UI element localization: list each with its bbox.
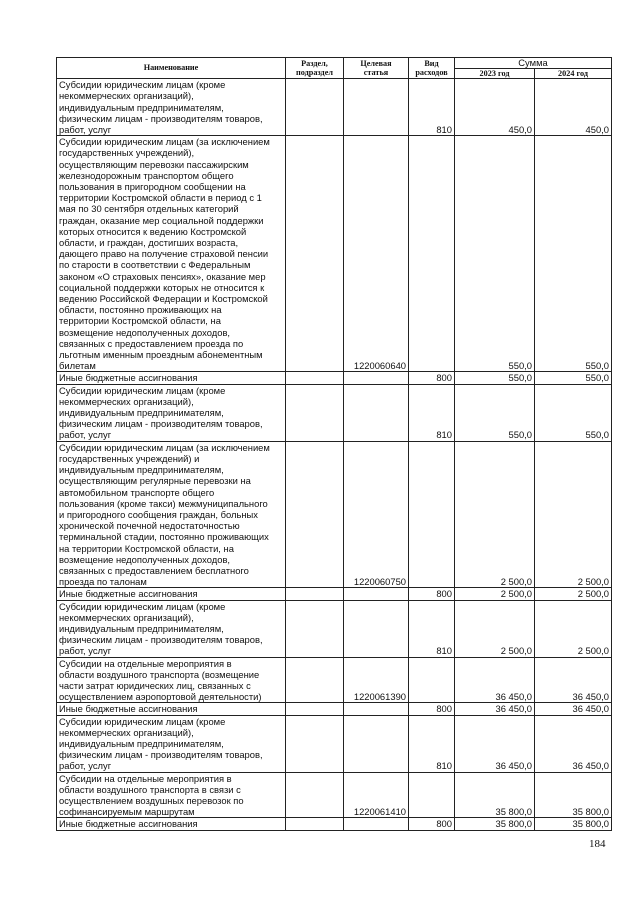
row-sum-2023: 550,0 <box>455 372 535 384</box>
row-sum-2023: 36 450,0 <box>455 715 535 772</box>
row-section <box>286 136 344 372</box>
row-target: 1220060750 <box>344 441 409 588</box>
row-type: 810 <box>409 384 455 441</box>
row-type: 800 <box>409 818 455 830</box>
row-type <box>409 136 455 372</box>
table-row <box>57 600 612 657</box>
table-row <box>57 79 612 136</box>
row-type <box>409 772 455 818</box>
row-name: Субсидии на отдельные мероприятия в области воздушного транспорта в связи с осуществлением воздушных перевозок по софинансируемым маршрутам <box>57 772 286 818</box>
header-year-2023: 2023 год <box>455 68 535 79</box>
row-target <box>344 79 409 136</box>
row-sum-2023: 2 500,0 <box>455 600 535 657</box>
row-sum-2024: 550,0 <box>535 384 612 441</box>
row-sum-2024: 35 800,0 <box>535 772 612 818</box>
row-target <box>344 818 409 830</box>
page-number: 184 <box>589 838 606 850</box>
row-sum-2024: 2 500,0 <box>535 588 612 600</box>
row-sum-2024: 35 800,0 <box>535 818 612 830</box>
row-sum-2024: 36 450,0 <box>535 657 612 703</box>
row-section <box>286 588 344 600</box>
row-section <box>286 79 344 136</box>
header-type: Вид расходов <box>409 58 455 79</box>
row-name: Иные бюджетные ассигнования <box>57 372 286 384</box>
row-name: Субсидии юридическим лицам (кроме некоммерческих организаций), индивидуальным предпринимателям, физическим лицам - производителям товаров, работ, услуг <box>57 715 286 772</box>
row-section <box>286 818 344 830</box>
row-target <box>344 384 409 441</box>
row-section <box>286 384 344 441</box>
table-row <box>57 588 612 600</box>
row-name: Субсидии юридическим лицам (кроме некоммерческих организаций), индивидуальным предпринимателям, физическим лицам - производителям товаров, работ, услуг <box>57 384 286 441</box>
row-name: Субсидии юридическим лицам (кроме некоммерческих организаций), индивидуальным предпринимателям, физическим лицам - производителям товаров, работ, услуг <box>57 79 286 136</box>
row-sum-2023: 36 450,0 <box>455 703 535 715</box>
row-sum-2024: 36 450,0 <box>535 715 612 772</box>
row-type: 810 <box>409 79 455 136</box>
row-sum-2024: 550,0 <box>535 372 612 384</box>
header-sum: Сумма <box>455 58 612 69</box>
table-row <box>57 657 612 703</box>
header-target: Целевая статья <box>344 58 409 79</box>
table-row <box>57 136 612 372</box>
row-section <box>286 372 344 384</box>
row-type: 800 <box>409 372 455 384</box>
row-target: 1220061410 <box>344 772 409 818</box>
row-section <box>286 715 344 772</box>
budget-table <box>56 57 612 831</box>
row-type: 810 <box>409 715 455 772</box>
table-row <box>57 818 612 830</box>
table-row <box>57 441 612 588</box>
row-section <box>286 441 344 588</box>
row-name: Иные бюджетные ассигнования <box>57 818 286 830</box>
row-name: Иные бюджетные ассигнования <box>57 588 286 600</box>
row-sum-2023: 450,0 <box>455 79 535 136</box>
row-sum-2023: 550,0 <box>455 384 535 441</box>
row-type: 810 <box>409 600 455 657</box>
row-sum-2023: 2 500,0 <box>455 588 535 600</box>
row-sum-2024: 2 500,0 <box>535 441 612 588</box>
row-sum-2024: 550,0 <box>535 136 612 372</box>
table-row <box>57 703 612 715</box>
row-type <box>409 441 455 588</box>
row-sum-2023: 2 500,0 <box>455 441 535 588</box>
header-section: Раздел, подраздел <box>286 58 344 79</box>
row-section <box>286 657 344 703</box>
row-sum-2024: 450,0 <box>535 79 612 136</box>
row-target: 1220061390 <box>344 657 409 703</box>
row-type: 800 <box>409 703 455 715</box>
row-name: Субсидии юридическим лицам (за исключением государственных учреждений), осуществляющим перевозки пассажирским железнодорожным транспортом общего пользования в пригородном сообщении на территории Костромской области в период с 1 мая по 30 сентября отдельных категорий граждан, оказание мер социальной поддержки которых относится к ведению Костромской области, и граждан, достигших возраста, дающего право на получение страховой пенсии по старости в соответствии с Федеральным законом «О страховых пенсиях», оказание мер социальной поддержки которых не относится к ведению Российской Федерации и Костромской области, постоянно проживающих на территории Костромской области, на возмещение недополученных доходов, связанных с предоставлением проезда по льготным именным проездным абонементным билетам <box>57 136 286 372</box>
row-sum-2023: 550,0 <box>455 136 535 372</box>
row-type: 800 <box>409 588 455 600</box>
row-type <box>409 657 455 703</box>
header-year-2024: 2024 год <box>535 68 612 79</box>
row-target <box>344 588 409 600</box>
row-name: Субсидии на отдельные мероприятия в области воздушного транспорта (возмещение части затрат юридических лиц, связанных с осуществлением аэропортовой деятельности) <box>57 657 286 703</box>
row-sum-2023: 35 800,0 <box>455 818 535 830</box>
row-name: Субсидии юридическим лицам (за исключением государственных учреждений) и индивидуальным предпринимателям, осуществляющим регулярные перевозки на автомобильном транспорте общего пользования (кроме такси) межмуниципального и пригородного сообщения граждан, больных хронической почечной недостаточностью терминальной стадии, постоянно проживающих на территории Костромской области, на возмещение недополученных доходов, связанных с предоставлением бесплатного проезда по талонам <box>57 441 286 588</box>
row-sum-2023: 36 450,0 <box>455 657 535 703</box>
row-sum-2024: 2 500,0 <box>535 600 612 657</box>
row-target <box>344 600 409 657</box>
table-row <box>57 372 612 384</box>
row-section <box>286 600 344 657</box>
row-name: Иные бюджетные ассигнования <box>57 703 286 715</box>
row-name: Субсидии юридическим лицам (кроме некоммерческих организаций), индивидуальным предпринимателям, физическим лицам - производителям товаров, работ, услуг <box>57 600 286 657</box>
table-row <box>57 384 612 441</box>
table-row <box>57 772 612 818</box>
header-name: Наименование <box>57 58 286 79</box>
row-sum-2023: 35 800,0 <box>455 772 535 818</box>
row-target <box>344 372 409 384</box>
table-body <box>57 79 612 830</box>
table-row <box>57 715 612 772</box>
row-section <box>286 772 344 818</box>
row-target <box>344 715 409 772</box>
row-target: 1220060640 <box>344 136 409 372</box>
table-header <box>57 58 612 79</box>
row-target <box>344 703 409 715</box>
row-sum-2024: 36 450,0 <box>535 703 612 715</box>
row-section <box>286 703 344 715</box>
